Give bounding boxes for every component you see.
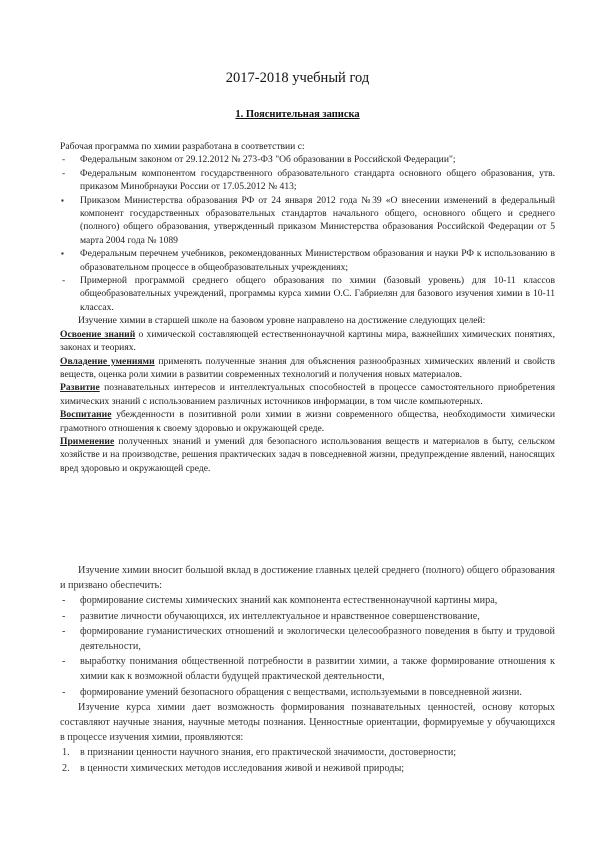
- goal-text: о химической составляющей естественнонаучной картины мира, важнейших химических понятиях, законах и теориях.: [60, 328, 555, 354]
- values-intro: Изучение курса химии дает возможность формирования познавательных ценностей, основу которых составляют научные знания, научные методы познания. Ценностные ориентации, формируемые у обучающихся в процессе изучения химии, проявляются:: [60, 701, 555, 744]
- goal-paragraph: [60, 355, 555, 382]
- page-title: 2017-2018 учебный год: [225, 70, 370, 86]
- goal-text: применять полученные знания для объяснения разнообразных химических явлений и свойств веществ, оценка роли химии в развитии современных технологий и получения новых материалов.: [60, 355, 555, 380]
- goal-term: Освоение знаний: [60, 328, 136, 340]
- basis-section: [60, 140, 555, 475]
- goals-intro: Изучение химии в старшей школе на базовом уровне направлено на достижение следующих целей:: [78, 315, 486, 327]
- list-item: - Федеральным законом от 29.12.2012 № 273-ФЗ "Об образовании в Российской Федерации";: [60, 153, 555, 166]
- list-item: - выработку понимания общественной потребности в развитии химии, а также формирование отношения к химии как к возможной области будущей практической деятельности,: [60, 654, 555, 684]
- goal-paragraph: [60, 408, 555, 435]
- list-item: ▪ Приказом Министерства образования РФ от 24 января 2012 года №39 «О внесении изменений в федеральный компонент государственных образовательных стандартов начального общего, основного общего и среднего (полного) общего образования, утвержденный приказом Министерства образования Российской Федерации от 5 марта 2004 года № 1089: [60, 194, 555, 248]
- list-item: [60, 761, 555, 776]
- basis-list: [60, 153, 555, 314]
- goal-term: Овладение умениями: [60, 355, 155, 367]
- goal-paragraph: [60, 435, 555, 475]
- goal-term: Воспитание: [60, 409, 112, 421]
- goal-term: Применение: [60, 435, 115, 447]
- list-item: [60, 745, 555, 760]
- list-item: - развитие личности обучающихся, их интеллектуальное и нравственное совершенствование,: [60, 609, 555, 624]
- item-number: 1.: [62, 747, 70, 759]
- values-list: [60, 745, 555, 775]
- list-item: - формирование умений безопасного обращения с веществами, используемыми в повседневной жизни.: [60, 685, 555, 700]
- goal-paragraph: [60, 328, 555, 355]
- item-text: в ценности химических методов исследования живой и неживой природы;: [80, 762, 405, 774]
- list-item: ▪ Федеральным перечнем учебников, рекомендованных Министерством образования и науки РФ к использованию в образовательном процессе в общеобразовательных учреждениях;: [60, 247, 555, 274]
- section-heading: 1. Пояснительная записка: [235, 109, 360, 120]
- goal-text: познавательных интересов и интеллектуальных способностей в процессе самостоятельного приобретения химических знаний с использованием различных источников информации, в том числе компьютерных.: [60, 382, 555, 407]
- goal-term: Развитие: [60, 382, 100, 394]
- ensure-list: [60, 593, 555, 699]
- goal-text: убежденности в позитивной роли химии в жизни современного общества, необходимости химически грамотного отношения к своему здоровью и окружающей среде.: [60, 409, 555, 434]
- list-item: - Федеральным компонентом государственного образовательного стандарта основного общего образования, утв. приказом Минобрнауки России от 17.05.2012 № 413;: [60, 167, 555, 194]
- intro-text: Рабочая программа по химии разработана в соответствии с:: [60, 141, 305, 152]
- list-item: - формирование гуманистических отношений и экологически целесообразного поведения в быту и трудовой деятельности,: [60, 624, 555, 654]
- item-number: 2.: [62, 762, 70, 774]
- contribution-section: [60, 563, 555, 776]
- contribution-text: Изучение химии вносит большой вклад в достижение главных целей среднего (полного) общего образования и призвано обеспечить:: [60, 565, 555, 592]
- goal-paragraph: [60, 381, 555, 408]
- item-text: в признании ценности научного знания, его практической значимости, достоверности;: [80, 747, 457, 759]
- goal-text: полученных знаний и умений для безопасного использования веществ и материалов в быту, сельском хозяйстве и на производстве, решения практических задач в повседневной жизни, предупреждение явлений, наносящих вред здоровью и окружающей среде.: [60, 435, 555, 474]
- list-item: - Примерной программой среднего общего образования по химии (базовый уровень) для 10-11 классов общеобразовательных учреждений, программы курса химии О.С. Габриелян для базового изучения химии в 10-11 классах.: [60, 274, 555, 314]
- list-item: - формирование системы химических знаний как компонента естественнонаучной картины мира,: [60, 593, 555, 608]
